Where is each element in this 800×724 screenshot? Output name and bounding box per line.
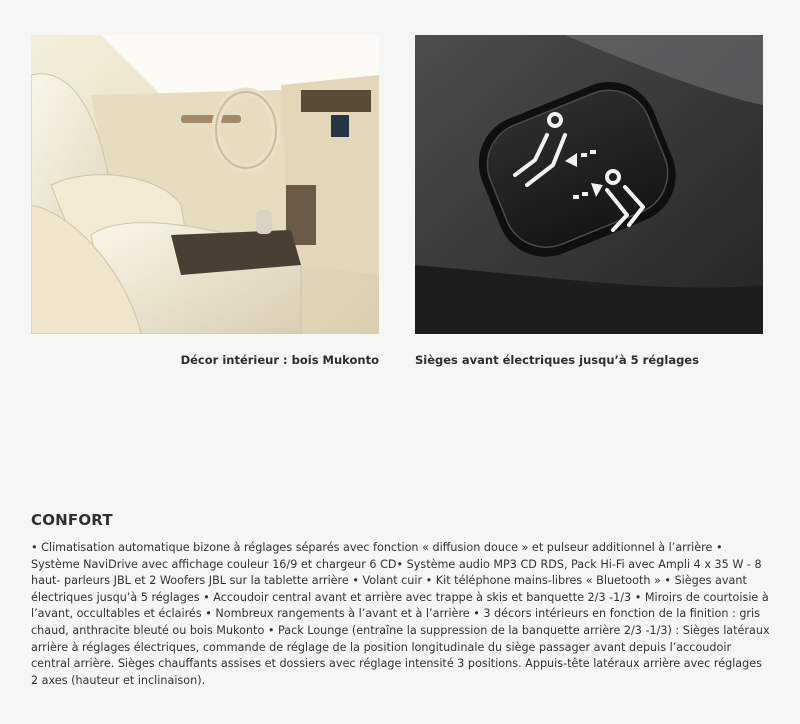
seat-control-illustration — [415, 35, 763, 334]
interior-illustration — [31, 35, 379, 334]
section-body-text: • Climatisation automatique bizone à réglages séparés avec fonction « diffusion douce » et pulseur additionnel à l’arrière • Système NaviDrive avec affichage couleur 16/9 et chargeur 6 CD• Système audio MP3 CD RDS, Pack Hi-Fi avec Ampli 4 x 35 W - 8 haut- parleurs JBL et 2 Woofers JBL sur la tablette arrière • Volant cuir • Kit téléphone mains-libres « Bluetooth » • Sièges avant électriques jusqu’à 5 réglages • Accoudoir central avant et arrière avec trappe à skis et banquette 2/3 -1/3 • Miroirs de courtoisie à l’avant, occultables et éclairés • Nombreux rangements à l’avant et à l’arrière • 3 décors intérieurs en fonction de la finition : gris chaud, anthracite bleuté ou bois Mukonto • Pack Lounge (entraîne la suppression de la banquette arrière 2/3 -1/3) : Sièges latéraux arrière à réglages électriques, commande de réglage de la position longitudinale du siège passager avant depuis l’accoudoir central arrière. Sièges chauffants assises et dossiers avec réglage intensité 3 positions. Appuis-tête latéraux arrière avec réglages 2 axes (hauteur et inclinaison). — [31, 541, 770, 687]
interior-photo — [31, 35, 379, 334]
seat-control-photo-caption: Sièges avant électriques jusqu’à 5 réglages — [415, 353, 699, 367]
section-title: CONFORT — [31, 511, 113, 529]
seat-control-photo — [415, 35, 763, 334]
interior-photo-caption: Décor intérieur : bois Mukonto — [180, 353, 379, 367]
